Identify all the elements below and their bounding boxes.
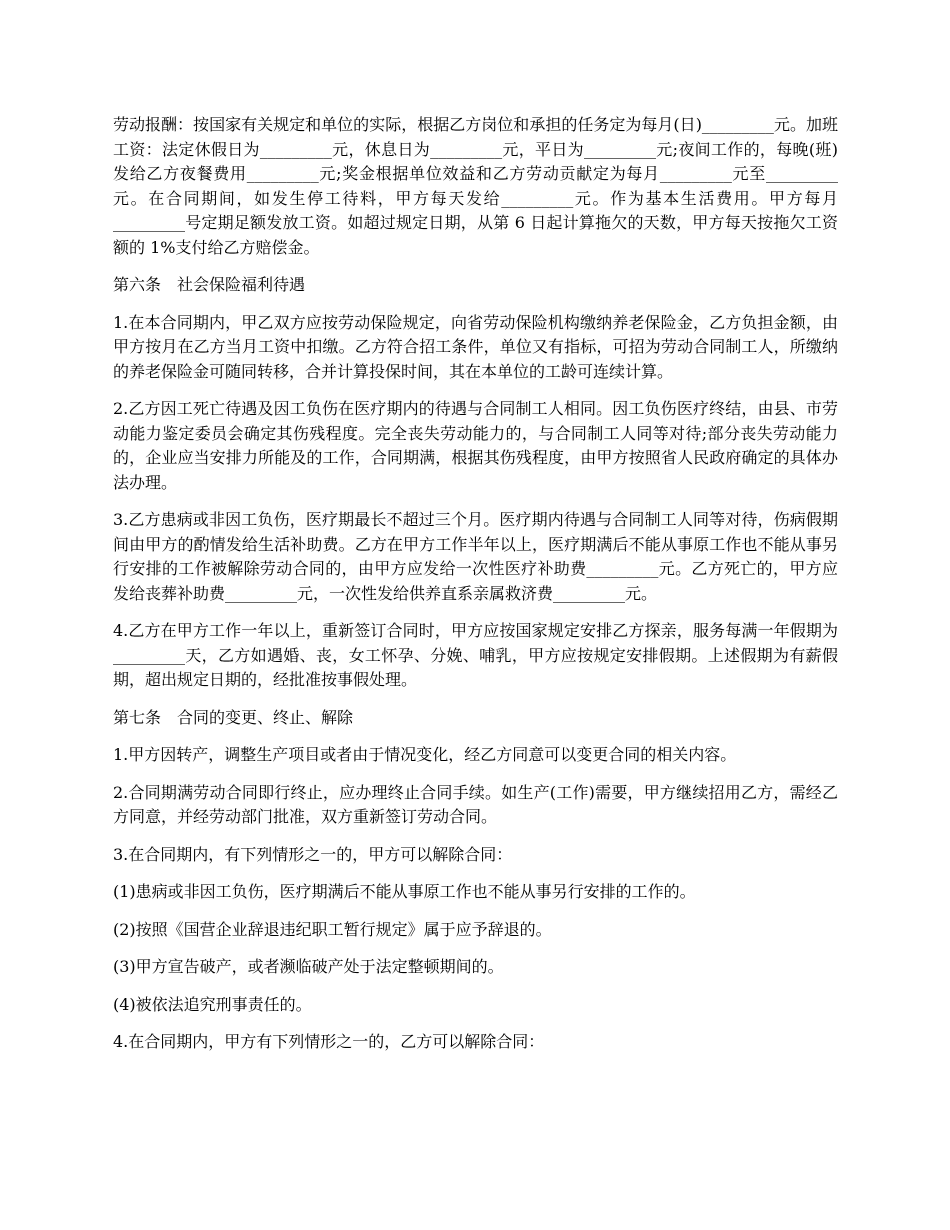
- list-item-7-3-3: (3)甲方宣告破产，或者濒临破产处于法定整顿期间的。: [113, 957, 504, 976]
- paragraph-7-3: 3.在合同期内，有下列情形之一的，甲方可以解除合同：: [113, 844, 513, 864]
- paragraph-7-4: 4.在合同期内，甲方有下列情形之一的，乙方可以解除合同：: [113, 1032, 545, 1051]
- paragraph-6-2: 2.乙方因工死亡待遇及因工负伤在医疗期内的待遇与合同制工人相同。因工负伤医疗终结，由县、市劳动能力鉴定委员会确定其伤残程度。完全丧失劳动能力的，与合同制工人同等对待;部分丧失劳动能力的，企业应当安排力所能及的工作，合同期满，根据其伤残程度，由甲方按照省人民政府确定的具体办法办理。: [113, 399, 838, 492]
- list-item-7-3-4: (4)被依法追究刑事责任的。: [113, 994, 312, 1014]
- article-6-heading: 第六条 社会保险福利待遇: [113, 275, 306, 294]
- paragraph-remuneration: 劳动报酬：按国家有关规定和单位的实际，根据乙方岗位和承担的任务定为每月(日)_________元。加班工资：法定休假日为_________元，休息日为_________元，平日为_________元;夜间工作的，每晚(班)发给乙方夜餐费用_________元;奖金根据单位效益和乙方劳动贡献定为每月_________元至_________元。在合同期间，如发生停工待料，甲方每天发给_________元。作为基本生活费用。甲方每月 _________号定期足额发放工资。如超过规定日期，从第 6 日起计算拖欠的天数，甲方每天按拖欠工资额的 1%支付给乙方赔偿金。: [113, 115, 838, 257]
- list-item-7-3-1: (1)患病或非因工负伤，医疗期满后不能从事原工作也不能从事另行安排的工作的。: [113, 882, 696, 901]
- paragraph-7-2: 2.合同期满劳动合同即行终止，应办理终止合同手续。如生产(工作)需要，甲方继续招用乙方，需经乙方同意，并经劳动部门批准，双方重新签订劳动合同。: [113, 782, 838, 826]
- article-7-heading: 第七条 合同的变更、终止、解除: [113, 707, 354, 727]
- paragraph-6-4: 4.乙方在甲方工作一年以上，重新签订合同时，甲方应按国家规定安排乙方探亲，服务每满一年假期为_________天，乙方如遇婚、丧，女工怀孕、分娩、哺乳，甲方应按规定安排假期。上述假期为有薪假期，超出规定日期的，经批准按事假处理。: [113, 621, 838, 689]
- document-page: [113, 113, 838, 1068]
- list-item-7-3-2: (2)按照《国营企业辞退违纪职工暂行规定》属于应予辞退的。: [113, 919, 552, 939]
- paragraph-7-1: 1.甲方因转产，调整生产项目或者由于情况变化，经乙方同意可以变更合同的相关内容。: [113, 745, 737, 764]
- paragraph-6-3: 3.乙方患病或非因工负伤，医疗期最长不超过三个月。医疗期内待遇与合同制工人同等对待，伤病假期间由甲方的酌情发给生活补助费。乙方在甲方工作半年以上，医疗期满后不能从事原工作也不能从事另行安排的工作被解除劳动合同的，由甲方应发给一次性医疗补助费_________元。乙方死亡的，甲方应发给丧葬补助费_________元，一次性发给供养直系亲属救济费_________元。: [113, 510, 838, 603]
- paragraph-6-1: 1.在本合同期内，甲乙双方应按劳动保险规定，向省劳动保险机构缴纳养老保险金，乙方负担金额，由甲方按月在乙方当月工资中扣缴。乙方符合招工条件，单位又有指标，可招为劳动合同制工人，所缴纳的养老保险金可随同转移，合并计算投保时间，其在本单位的工龄可连续计算。: [113, 312, 838, 381]
